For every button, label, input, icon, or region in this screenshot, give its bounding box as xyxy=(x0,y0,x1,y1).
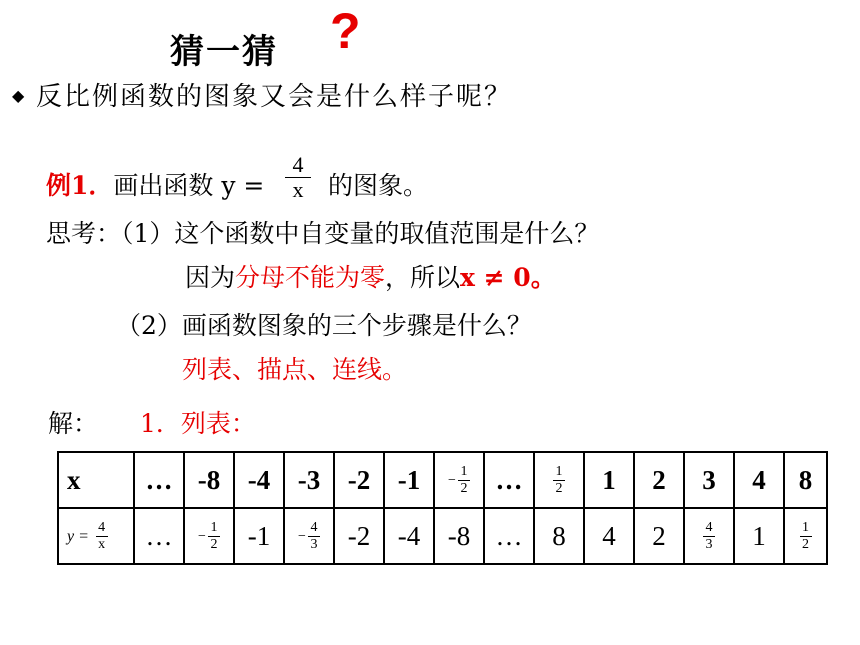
fraction-num: 1 xyxy=(555,464,563,480)
x_values-cell: 1 xyxy=(584,452,634,508)
y_values-cell xyxy=(784,508,827,564)
row-label-x: x xyxy=(58,452,134,508)
fraction xyxy=(703,520,715,553)
fraction-den: 2 xyxy=(460,481,468,497)
minus-sign: − xyxy=(448,472,456,488)
x_values-cell: 4 xyxy=(734,452,784,508)
fraction xyxy=(308,520,320,553)
example-tail: 的图象。 xyxy=(328,171,429,200)
fraction-numerator: 4 xyxy=(292,152,304,177)
answer-2: 列表、描点、连线。 xyxy=(182,355,408,384)
y_values-cell: … xyxy=(484,508,534,564)
fraction-num: 1 xyxy=(460,464,468,480)
reason-highlight: 分母不能为零 xyxy=(235,263,386,292)
x_values-cell: 8 xyxy=(784,452,827,508)
domain-condition: x ≠ 0。 xyxy=(460,263,556,292)
fraction-num: 4 xyxy=(310,520,318,536)
table-row-x xyxy=(58,452,827,508)
fraction-den: 2 xyxy=(802,537,809,553)
intro-question: 反比例函数的图象又会是什么样子呢？ xyxy=(36,82,513,112)
fraction xyxy=(458,464,470,497)
fraction xyxy=(553,464,565,497)
x_values-cell: … xyxy=(484,452,534,508)
fraction-num: 4 xyxy=(705,520,713,536)
answer-1 xyxy=(185,258,556,294)
y_values-cell: … xyxy=(134,508,184,564)
x_values-cell: -4 xyxy=(234,452,284,508)
x_values-cell: -3 xyxy=(284,452,334,508)
fraction xyxy=(208,520,220,553)
question-2: （2）画函数图象的三个步骤是什么？ xyxy=(116,311,532,340)
value-table xyxy=(57,451,828,565)
fraction-num: 1 xyxy=(802,520,809,536)
y_values-cell: -1 xyxy=(234,508,284,564)
x_values-cell: -2 xyxy=(334,452,384,508)
reason-mid: ，所以 xyxy=(385,263,461,292)
page-title: 猜一猜 xyxy=(170,32,278,72)
x_values-cell xyxy=(534,452,584,508)
x_values-cell: -1 xyxy=(384,452,434,508)
y_values-cell xyxy=(184,508,234,564)
y-fraction-den: x xyxy=(98,537,106,553)
y_values-cell: 2 xyxy=(634,508,684,564)
example-label: 例1． xyxy=(46,171,114,200)
solution-label: 解： xyxy=(48,409,99,438)
fraction-num: 1 xyxy=(210,520,218,536)
y_values-cell: 4 xyxy=(584,508,634,564)
y_values-cell: -2 xyxy=(334,508,384,564)
example-line xyxy=(46,166,264,202)
x_values-cell: … xyxy=(134,452,184,508)
minus-sign: − xyxy=(198,528,206,544)
question-1: （1）这个函数中自变量的取值范围是什么？ xyxy=(121,219,600,248)
y_values-cell xyxy=(284,508,334,564)
x_values-cell: 2 xyxy=(634,452,684,508)
fraction-den: 3 xyxy=(310,537,318,553)
function-fraction xyxy=(285,153,311,202)
table-row-y xyxy=(58,508,827,564)
y-equals: y = xyxy=(67,527,89,545)
y-fraction xyxy=(96,520,108,553)
fraction xyxy=(800,520,812,553)
minus-sign: − xyxy=(298,528,306,544)
y_values-cell: -8 xyxy=(434,508,484,564)
x_values-cell xyxy=(434,452,484,508)
think-label: 思考： xyxy=(46,219,122,248)
think-q1 xyxy=(46,214,599,250)
row-label-y xyxy=(58,508,134,564)
example-text: 画出函数 y = xyxy=(113,171,265,200)
solution-step: 1．列表： xyxy=(140,409,256,438)
diamond-bullet-icon: ◆ xyxy=(12,86,25,105)
fraction-den: 2 xyxy=(555,481,563,497)
fraction-den: 2 xyxy=(210,537,218,553)
y_values-cell: 8 xyxy=(534,508,584,564)
fraction-den: 3 xyxy=(705,537,713,553)
y_values-cell xyxy=(684,508,734,564)
y_values-cell: 1 xyxy=(734,508,784,564)
x_values-cell: 3 xyxy=(684,452,734,508)
fraction-denominator: x xyxy=(292,177,304,202)
y_values-cell: -4 xyxy=(384,508,434,564)
question-mark-icon: ? xyxy=(330,3,361,59)
reason-prefix: 因为 xyxy=(185,263,236,292)
x_values-cell: -8 xyxy=(184,452,234,508)
y-fraction-num: 4 xyxy=(98,520,106,536)
